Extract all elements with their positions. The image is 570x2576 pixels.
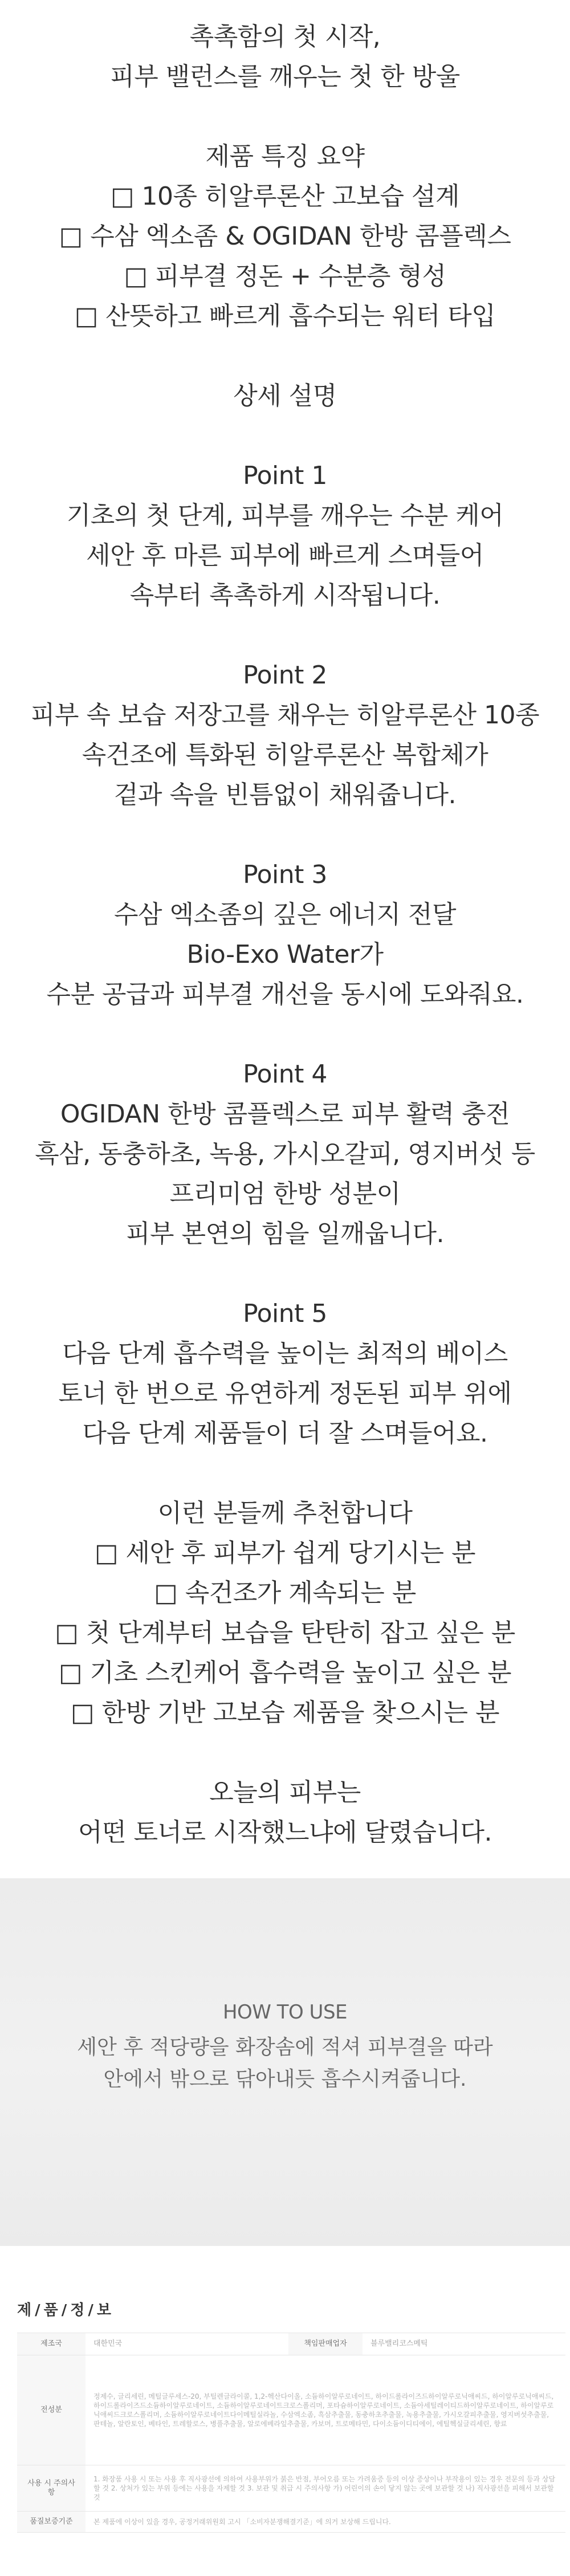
table-row (17, 2512, 565, 2533)
description-line: 다음 단계 제품들이 더 잘 스며들어요. (82, 1419, 488, 1448)
quality-label: 품질보증기준 (17, 2512, 85, 2533)
description-line: OGIDAN 한방 콤플렉스로 피부 활력 충전 (60, 1100, 510, 1129)
description-line: Point 3 (243, 860, 327, 889)
description-line: 겉과 속을 빈틈없이 채워줍니다. (114, 780, 456, 809)
description-line: □ 첫 단계부터 보습을 탄탄히 잡고 싶은 분 (55, 1618, 515, 1647)
product-info-section (0, 2246, 570, 2576)
description-line: □ 세안 후 피부가 쉽게 당기시는 분 (94, 1539, 476, 1568)
description-line: Point 2 (243, 661, 327, 690)
description-line: □ 한방 기반 고보습 제품을 찾으시는 분 (70, 1698, 500, 1727)
description-line: 프리미엄 한방 성분이 (169, 1179, 401, 1208)
description-line: □ 속건조가 계속되는 분 (154, 1578, 416, 1608)
description-line: □ 피부결 정돈 + 수분층 형성 (124, 262, 446, 291)
seller-label: 책임판매업자 (288, 2333, 363, 2355)
description-line: 수분 공급과 피부결 개선을 동시에 도와줘요. (46, 980, 524, 1009)
maker-label: 제조국 (17, 2333, 85, 2355)
description-line: 오늘의 피부는 (209, 1778, 361, 1807)
how-to-use-title: HOW TO USE (222, 2001, 348, 2024)
how-to-use-section (0, 1878, 570, 2246)
caution-value: 1. 화장품 사용 시 또는 사용 후 직사광선에 의하여 사용부위가 붉은 반점, 부어오름 또는 가려움증 등의 이상 증상이나 부작용이 있는 경우 전문의 등과 상담할 것 2. 상처가 있는 부위 등에는 사용을 자제할 것 3. 보관 및 취급 시 주의사항 가) 어린이의 손이 닿지 않는 곳에 보관할 것 나) 직사광선을 피해서 보관할 것 (85, 2465, 565, 2512)
description-line: □ 기초 스킨케어 흡수력을 높이고 싶은 분 (58, 1658, 512, 1687)
description-line: Point 5 (243, 1299, 327, 1328)
maker-value: 대한민국 (85, 2333, 288, 2355)
description-line: □ 수삼 엑소좀 & OGIDAN 한방 콤플렉스 (59, 222, 511, 251)
how-to-use-line-1: 세안 후 적당량을 화장솜에 적셔 피부결을 따라 (77, 2036, 493, 2059)
description-line: □ 10종 히알루론산 고보습 설계 (110, 182, 460, 211)
product-info-table (17, 2333, 565, 2533)
description-line: 제품 특징 요약 (205, 142, 365, 171)
description-line: 기초의 첫 단계, 피부를 깨우는 수분 케어 (66, 501, 504, 530)
description-line: 상세 설명 (233, 381, 337, 410)
description-line: 수삼 엑소좀의 깊은 에너지 전달 (114, 900, 456, 929)
description-line: Bio-Exo Water가 (186, 940, 384, 969)
description-line: Point 1 (243, 461, 327, 490)
description-line: □ 산뜻하고 빠르게 흡수되는 워터 타입 (74, 302, 496, 331)
ingredients-value: 정제수, 글리세린, 메틸글루세스-20, 부틸렌글라이콜, 1,2-헥산다이올, 소듐하이알루로네이트, 하이드롤라이즈드하이알루로닉애씨드, 하이알루로닉애씨드, 하이드롤라이즈드소듐하이알루로네이트, 소듐하이알루로네이트크로스폴리머, 포타슘하이알루로네이트, 소듐아세틸레이티드하이알루로네이트, 하이알루로닉애씨드크로스폴리머, 소듐하이알루로네이트다이메틸실라놀, 수삼엑소좀, 흑삼추출물, 동충하초추출물, 녹용추출물, 가시오갈피추출물, 영지버섯추출물, 판테놀, 알란토인, 베타인, 트레할로스, 병풀추출물, 알로에베라잎추출물, 카보머, 트로메타민, 다이소듐이디티에이, 에틸헥실글리세린, 향료 (85, 2355, 565, 2465)
description-line: 피부 밸런스를 깨우는 첫 한 방울 (110, 62, 460, 91)
description-line: 피부 속 보습 저장고를 채우는 히알루론산 10종 (31, 701, 539, 730)
seller-value: 블루밸리코스메틱 (363, 2333, 565, 2355)
description-line: 흑삼, 동충하초, 녹용, 가시오갈피, 영지버섯 등 (35, 1140, 535, 1169)
table-row (17, 2465, 565, 2512)
description-line: 피부 본연의 힘을 일깨웁니다. (126, 1219, 444, 1248)
table-row (17, 2333, 565, 2355)
description-line: 토너 한 번으로 유연하게 정돈된 피부 위에 (58, 1379, 512, 1408)
caution-label: 사용 시 주의사항 (17, 2465, 85, 2512)
description-line: 이런 분들께 추천합니다 (157, 1499, 413, 1528)
table-row (17, 2355, 565, 2465)
description-line: 속부터 촉촉하게 시작됩니다. (129, 581, 441, 610)
description-line: 다음 단계 흡수력을 높이는 최적의 베이스 (62, 1339, 508, 1368)
product-info-heading: 제/품/정/보 (17, 2302, 115, 2319)
how-to-use-line-2: 안에서 밖으로 닦아내듯 흡수시켜줍니다. (103, 2068, 467, 2091)
description-line: 촉촉함의 첫 시작, (189, 22, 381, 51)
ingredients-label: 전성분 (17, 2355, 85, 2465)
quality-value: 본 제품에 이상이 있을 경우, 공정거래위원회 고시 「소비자분쟁해결기준」에 의거 보상해 드립니다. (85, 2512, 565, 2533)
description-line: Point 4 (243, 1060, 327, 1089)
description-line: 속건조에 특화된 히알루론산 복합체가 (82, 740, 488, 770)
description-line: 어떤 토너로 시작했느냐에 달렸습니다. (78, 1818, 492, 1847)
description-line: 세안 후 마른 피부에 빠르게 스며들어 (86, 541, 484, 570)
